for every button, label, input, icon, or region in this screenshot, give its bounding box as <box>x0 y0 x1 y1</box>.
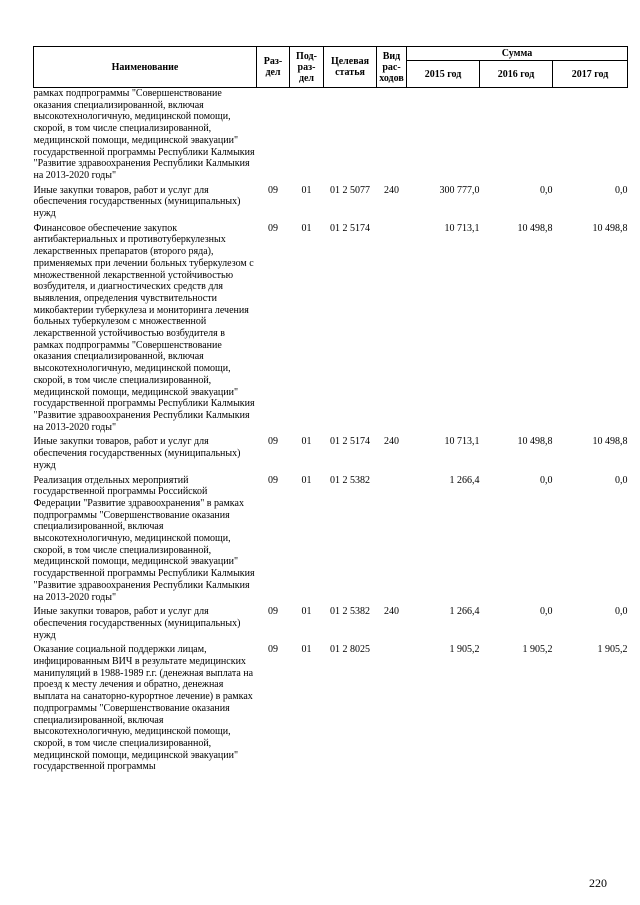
row-sum-2017: 0,0 <box>615 474 628 486</box>
row-sum-2015: 300 777,0 <box>439 184 480 196</box>
table-header <box>34 47 628 88</box>
row-name: Иные закупки товаров, работ и услуг для обеспечения государственных (муниципальных) нужд <box>33 436 241 471</box>
row-razdel: 09 <box>268 436 278 448</box>
row-podrazdel: 01 <box>301 222 312 234</box>
row-target <box>324 88 377 182</box>
row-sum-2017: 0,0 <box>615 606 628 618</box>
column-header-podrazdel: Под-раз-дел <box>290 47 324 88</box>
row-target: 01 2 5382 <box>330 606 370 618</box>
row-target: 01 2 8025 <box>330 644 370 656</box>
row-name: Оказание социальной поддержки лицам, инфицированным ВИЧ в результате медицинских манипуляций в 1988-1989 г.г. (денежная выплата на проезд к месту лечения и обратно, денежная выплата на санаторно-курортное лечение) в рамках подпрограммы "Совершенствование оказания специализированной, включая высокотехнологичную, медицинской помощи, скорой, в том числе специализированной, медицинской помощи, медицинской эвакуации" государственной программы <box>33 644 254 773</box>
column-header-razdel: Раз-дел <box>257 47 290 88</box>
row-razdel: 09 <box>268 644 278 656</box>
row-name: Реализация отдельных мероприятий государственной программы Российской Федерации "Развитие здравоохранения" в рамках подпрограммы "Совершенствование оказания специализированной, включая высокотехнологичную, медицинской помощи, скорой, в том числе специализированной, медицинской помощи, медицинской эвакуации" государственной программы Республики Калмыкия "Развитие здравоохранения Республики Калмыкия на 2013-2020 годы" <box>33 474 255 603</box>
row-vid: 240 <box>384 606 399 618</box>
column-header-vid: Вид рас-ходов <box>377 47 407 88</box>
row-sum-2016: 10 498,8 <box>517 436 553 448</box>
row-sum-2015: 10 713,1 <box>444 436 480 448</box>
row-sum-2017: 0,0 <box>615 184 628 196</box>
table-row <box>34 185 628 220</box>
table-row <box>34 88 628 182</box>
row-razdel: 09 <box>268 606 278 618</box>
table-body <box>34 88 628 774</box>
row-vid <box>377 223 407 434</box>
row-vid <box>377 475 407 604</box>
table-row <box>34 475 628 604</box>
row-sum-2016: 10 498,8 <box>517 222 553 234</box>
row-sum-2016 <box>480 88 553 182</box>
row-razdel <box>257 88 290 182</box>
row-vid: 240 <box>384 184 399 196</box>
column-header-sum: Сумма <box>407 47 628 61</box>
column-header-name: Наименование <box>34 47 257 88</box>
row-vid <box>377 644 407 773</box>
row-sum-2015: 1 905,2 <box>449 644 480 656</box>
column-header-2017: 2017 год <box>553 61 628 88</box>
row-target: 01 2 5174 <box>330 436 370 448</box>
row-vid: 240 <box>384 436 399 448</box>
column-header-target: Целевая статья <box>324 47 377 88</box>
row-target: 01 2 5174 <box>330 222 370 234</box>
row-sum-2015: 10 713,1 <box>444 222 480 234</box>
row-podrazdel: 01 <box>301 436 312 448</box>
row-name: рамках подпрограммы "Совершенствование оказания специализированной, включая высокотехнологичную, медицинской помощи, скорой, в том числе специализированной, медицинской помощи, медицинской эвакуации" государственной программы Республики Калмыкия "Развитие здравоохранения Республики Калмыкия на 2013-2020 годы" <box>33 88 255 181</box>
row-sum-2017: 1 905,2 <box>597 644 628 656</box>
row-sum-2015: 1 266,4 <box>449 606 480 618</box>
row-name: Финансовое обеспечение закупок антибактериальных и противотуберкулезных лекарственных препаратов (второго ряда), применяемых при лечении больных туберкулезом с множественной лекарственной устойчивостью возбудителя, и диагностических средств для выявления, определения чувствительности микобактерии туберкулеза и мониторинга лечения больных туберкулезом с множественной лекарственной устойчивостью возбудителя в рамках подпрограммы "Совершенствование оказания специализированной, включая высокотехнологичную, медицинской помощи, скорой, в том числе специализированной, медицинской помощи, медицинской эвакуации" государственной программы Республики Калмыкия "Развитие здравоохранения Республики Калмыкия на 2013-2020 годы" <box>33 222 255 433</box>
table-row <box>34 606 628 641</box>
row-name: Иные закупки товаров, работ и услуг для обеспечения государственных (муниципальных) нужд <box>33 606 241 641</box>
row-podrazdel: 01 <box>301 474 312 486</box>
row-sum-2016: 0,0 <box>540 474 553 486</box>
row-vid <box>377 88 407 182</box>
row-sum-2015: 1 266,4 <box>449 474 480 486</box>
row-sum-2016: 0,0 <box>540 184 553 196</box>
row-razdel: 09 <box>268 474 278 486</box>
table-row <box>34 223 628 434</box>
budget-table <box>33 46 628 773</box>
row-podrazdel: 01 <box>301 644 312 656</box>
row-sum-2016: 0,0 <box>540 606 553 618</box>
row-podrazdel: 01 <box>301 184 312 196</box>
row-sum-2017 <box>553 88 628 182</box>
table-row <box>34 436 628 471</box>
row-sum-2017: 10 498,8 <box>592 436 628 448</box>
row-podrazdel <box>290 88 324 182</box>
row-podrazdel: 01 <box>301 606 312 618</box>
row-name: Иные закупки товаров, работ и услуг для обеспечения государственных (муниципальных) нужд <box>33 184 241 220</box>
page-number: 220 <box>589 876 607 890</box>
row-sum-2015 <box>407 88 480 182</box>
row-target: 01 2 5382 <box>330 474 370 486</box>
row-razdel: 09 <box>268 222 278 234</box>
row-target: 01 2 5077 <box>330 184 370 196</box>
column-header-2016: 2016 год <box>480 61 553 88</box>
table-row <box>34 644 628 773</box>
row-sum-2017: 10 498,8 <box>592 222 628 234</box>
row-sum-2016: 1 905,2 <box>522 644 553 656</box>
row-razdel: 09 <box>268 184 278 196</box>
column-header-2015: 2015 год <box>407 61 480 88</box>
